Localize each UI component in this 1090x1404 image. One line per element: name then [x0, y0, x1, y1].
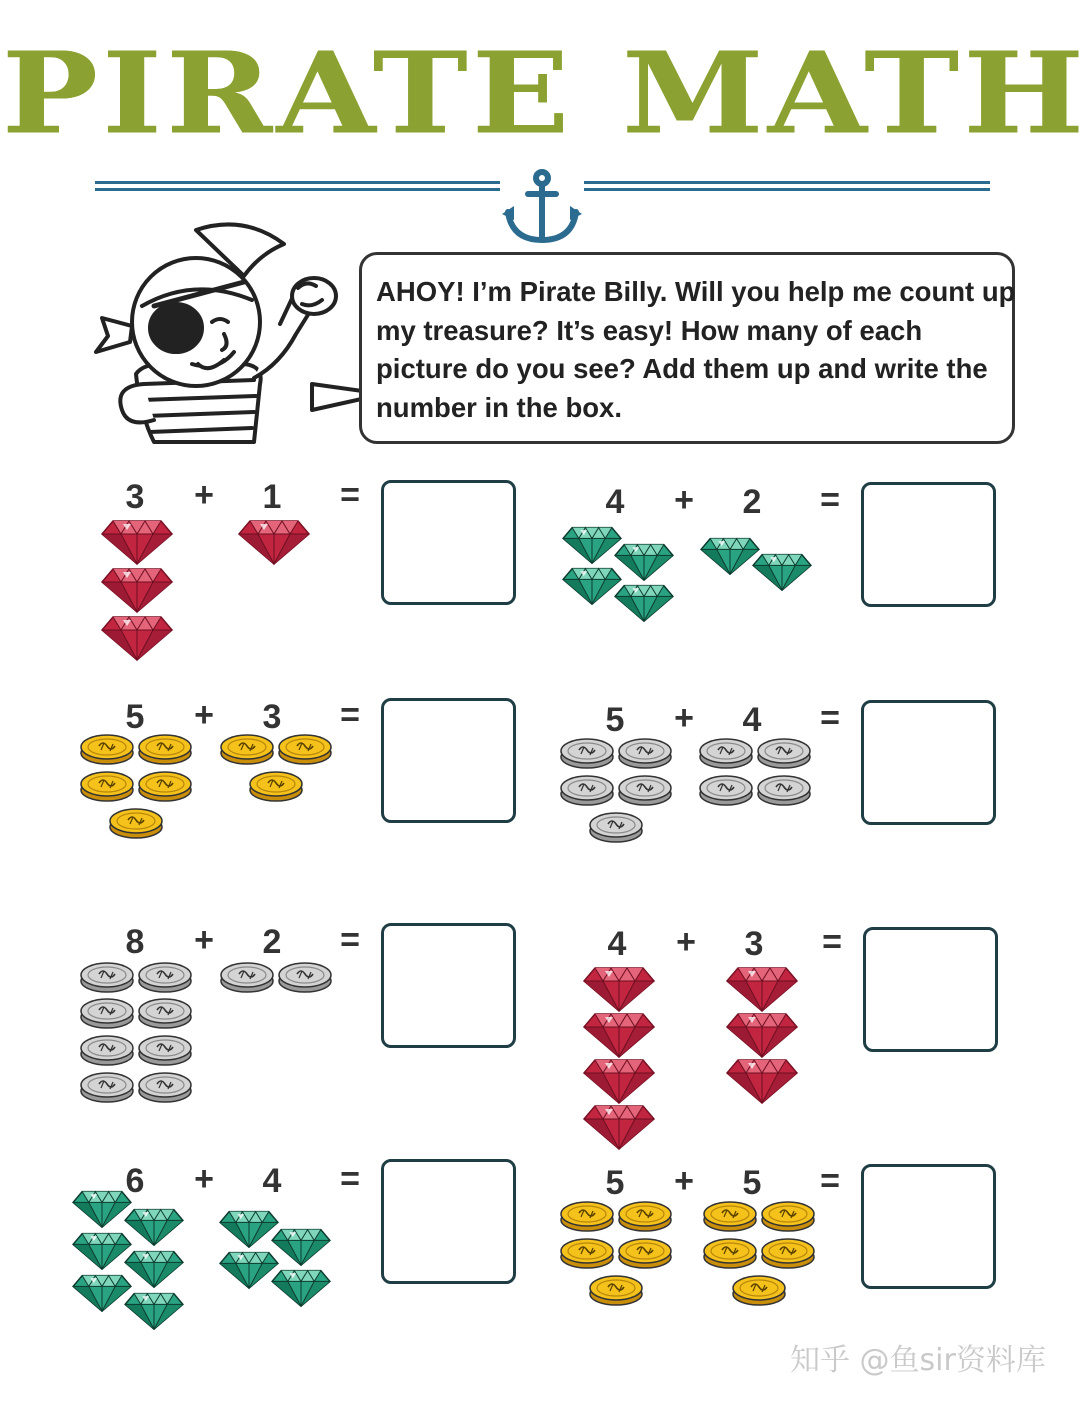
red-gem-icon	[583, 1058, 655, 1104]
equals-sign: =	[340, 696, 360, 734]
silver-coin-icon	[559, 773, 615, 807]
addend-a: 5	[125, 698, 145, 736]
watermark: 知乎 @鱼sir资料库	[790, 1343, 1046, 1378]
silver-coin-icon	[137, 996, 193, 1030]
addend-a: 6	[125, 1162, 145, 1200]
red-gem-icon	[101, 615, 173, 661]
green-gem-icon	[72, 1190, 132, 1228]
silver-coin-icon	[137, 1033, 193, 1067]
plus-sign: +	[194, 696, 214, 734]
green-gem-icon	[124, 1292, 184, 1330]
plus-sign: +	[194, 476, 214, 514]
divider-rule-right-top	[584, 181, 990, 184]
green-gem-icon	[614, 543, 674, 581]
plus-sign: +	[674, 1162, 694, 1200]
speech-bubble-text: AHOY! I’m Pirate Billy. Will you help me count up my treasure? It’s easy! How many of each picture do you see? Add them up and write the number in the box.	[376, 276, 1016, 423]
red-gem-icon	[726, 966, 798, 1012]
red-gem-icon	[583, 1012, 655, 1058]
silver-coin-icon	[79, 1033, 135, 1067]
addend-b: 4	[742, 701, 762, 739]
green-gem-icon	[219, 1251, 279, 1289]
green-gem-icon	[219, 1210, 279, 1248]
silver-coin-icon	[588, 810, 644, 844]
addend-b: 1	[262, 478, 282, 516]
addend-b: 3	[262, 698, 282, 736]
answer-box[interactable]	[381, 1159, 516, 1284]
plus-sign: +	[674, 481, 694, 519]
addend-b: 2	[262, 923, 282, 961]
green-gem-icon	[72, 1274, 132, 1312]
plus-sign: +	[674, 699, 694, 737]
green-gem-icon	[562, 526, 622, 564]
green-gem-icon	[72, 1232, 132, 1270]
gold-coin-icon	[277, 732, 333, 766]
equals-sign: =	[820, 1162, 840, 1200]
gold-coin-icon	[108, 806, 164, 840]
silver-coin-icon	[219, 960, 275, 994]
answer-box[interactable]	[381, 698, 516, 823]
addend-b: 3	[744, 925, 764, 963]
answer-box[interactable]	[381, 480, 516, 605]
plus-sign: +	[194, 921, 214, 959]
equals-sign: =	[822, 923, 842, 961]
green-gem-icon	[700, 537, 760, 575]
equals-sign: =	[340, 476, 360, 514]
divider-rule-left-top	[95, 181, 500, 184]
silver-coin-icon	[698, 773, 754, 807]
silver-coin-icon	[756, 773, 812, 807]
silver-coin-icon	[137, 1070, 193, 1104]
red-gem-icon	[583, 1104, 655, 1150]
plus-sign: +	[676, 923, 696, 961]
green-gem-icon	[562, 567, 622, 605]
answer-box[interactable]	[861, 700, 996, 825]
red-gem-icon	[726, 1058, 798, 1104]
silver-coin-icon	[617, 773, 673, 807]
addend-b: 5	[742, 1164, 762, 1202]
gold-coin-icon	[137, 769, 193, 803]
page-title: PIRATE MATH	[1, 28, 1089, 160]
addend-b: 2	[742, 483, 762, 521]
equals-sign: =	[820, 481, 840, 519]
gold-coin-icon	[79, 732, 135, 766]
gold-coin-icon	[559, 1236, 615, 1270]
answer-box[interactable]	[381, 923, 516, 1048]
red-gem-icon	[101, 567, 173, 613]
gold-coin-icon	[559, 1199, 615, 1233]
gold-coin-icon	[79, 769, 135, 803]
equals-sign: =	[340, 921, 360, 959]
answer-box[interactable]	[861, 1164, 996, 1289]
green-gem-icon	[271, 1269, 331, 1307]
divider-rule-left-bottom	[95, 188, 500, 191]
gold-coin-icon	[760, 1199, 816, 1233]
answer-box[interactable]	[863, 927, 998, 1052]
green-gem-icon	[752, 553, 812, 591]
gold-coin-icon	[137, 732, 193, 766]
silver-coin-icon	[277, 960, 333, 994]
silver-coin-icon	[617, 736, 673, 770]
equals-sign: =	[820, 699, 840, 737]
silver-coin-icon	[756, 736, 812, 770]
addend-a: 5	[605, 701, 625, 739]
gold-coin-icon	[617, 1236, 673, 1270]
gold-coin-icon	[219, 732, 275, 766]
green-gem-icon	[124, 1208, 184, 1246]
green-gem-icon	[614, 584, 674, 622]
equals-sign: =	[340, 1160, 360, 1198]
silver-coin-icon	[79, 960, 135, 994]
green-gem-icon	[124, 1250, 184, 1288]
anchor-icon	[500, 168, 584, 248]
red-gem-icon	[583, 966, 655, 1012]
addend-b: 4	[262, 1162, 282, 1200]
red-gem-icon	[726, 1012, 798, 1058]
silver-coin-icon	[79, 996, 135, 1030]
addend-a: 5	[605, 1164, 625, 1202]
pirate-billy-illustration	[84, 214, 384, 450]
gold-coin-icon	[731, 1273, 787, 1307]
silver-coin-icon	[137, 960, 193, 994]
gold-coin-icon	[588, 1273, 644, 1307]
green-gem-icon	[271, 1228, 331, 1266]
silver-coin-icon	[559, 736, 615, 770]
divider-rule-right-bottom	[584, 188, 990, 191]
addend-a: 4	[607, 925, 627, 963]
gold-coin-icon	[617, 1199, 673, 1233]
addend-a: 4	[605, 483, 625, 521]
plus-sign: +	[194, 1160, 214, 1198]
red-gem-icon	[101, 519, 173, 565]
answer-box[interactable]	[861, 482, 996, 607]
silver-coin-icon	[79, 1070, 135, 1104]
gold-coin-icon	[248, 769, 304, 803]
gold-coin-icon	[760, 1236, 816, 1270]
gold-coin-icon	[702, 1199, 758, 1233]
addend-a: 8	[125, 923, 145, 961]
addend-a: 3	[125, 478, 145, 516]
gold-coin-icon	[702, 1236, 758, 1270]
red-gem-icon	[238, 519, 310, 565]
silver-coin-icon	[698, 736, 754, 770]
